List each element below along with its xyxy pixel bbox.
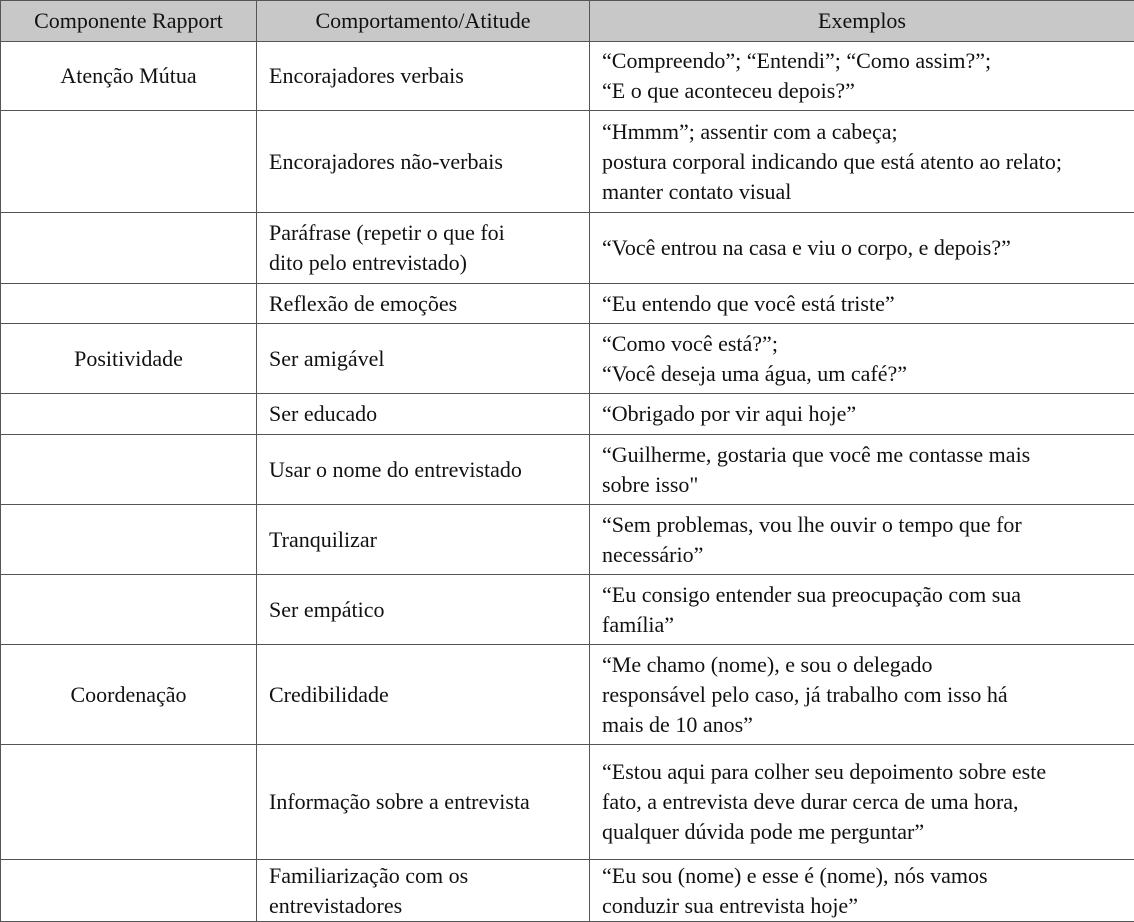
- header-examples: Exemplos: [590, 1, 1134, 42]
- component-cell: [1, 745, 257, 860]
- example-cell: “Compreendo”; “Entendi”; “Como assim?”; “E o que aconteceu depois?”: [590, 42, 1134, 111]
- table-row: [1, 42, 1134, 111]
- behavior-cell: Encorajadores verbais: [257, 42, 590, 111]
- example-cell: “Eu consigo entender sua preocupação com sua família”: [590, 575, 1134, 645]
- component-cell: Coordenação: [1, 645, 257, 745]
- example-cell: “Eu sou (nome) e esse é (nome), nós vamos conduzir sua entrevista hoje”: [590, 860, 1134, 922]
- behavior-cell: Credibilidade: [257, 645, 590, 745]
- component-cell: [1, 860, 257, 922]
- behavior-cell: Reflexão de emoções: [257, 284, 590, 324]
- component-cell: [1, 284, 257, 324]
- component-cell: Atenção Mútua: [1, 42, 257, 111]
- example-cell: “Obrigado por vir aqui hoje”: [590, 394, 1134, 435]
- table-row: [1, 111, 1134, 213]
- table-row: [1, 505, 1134, 575]
- behavior-cell: Paráfrase (repetir o que foi dito pelo entrevistado): [257, 213, 590, 284]
- header-behavior: Comportamento/Atitude: [257, 1, 590, 42]
- example-cell: “Eu entendo que você está triste”: [590, 284, 1134, 324]
- example-cell: “Como você está?”; “Você deseja uma água, um café?”: [590, 324, 1134, 394]
- behavior-cell: Ser amigável: [257, 324, 590, 394]
- behavior-cell: Ser educado: [257, 394, 590, 435]
- component-cell: [1, 435, 257, 505]
- component-cell: [1, 505, 257, 575]
- example-cell: “Sem problemas, vou lhe ouvir o tempo que for necessário”: [590, 505, 1134, 575]
- header-component: Componente Rapport: [1, 1, 257, 42]
- example-cell: “Me chamo (nome), e sou o delegado responsável pelo caso, já trabalho com isso há mais de 10 anos”: [590, 645, 1134, 745]
- component-cell: [1, 213, 257, 284]
- table-row: [1, 394, 1134, 435]
- table-row: [1, 435, 1134, 505]
- behavior-cell: Usar o nome do entrevistado: [257, 435, 590, 505]
- component-cell: [1, 394, 257, 435]
- table-row: [1, 324, 1134, 394]
- behavior-cell: Familiarização com os entrevistadores: [257, 860, 590, 922]
- example-cell: “Hmmm”; assentir com a cabeça; postura corporal indicando que está atento ao relato; manter contato visual: [590, 111, 1134, 213]
- table-row: [1, 745, 1134, 860]
- component-cell: Positividade: [1, 324, 257, 394]
- behavior-cell: Informação sobre a entrevista: [257, 745, 590, 860]
- component-cell: [1, 111, 257, 213]
- table-row: [1, 284, 1134, 324]
- behavior-cell: Encorajadores não-verbais: [257, 111, 590, 213]
- behavior-cell: Tranquilizar: [257, 505, 590, 575]
- example-cell: “Estou aqui para colher seu depoimento sobre este fato, a entrevista deve durar cerca de uma hora, qualquer dúvida pode me perguntar”: [590, 745, 1134, 860]
- header-row: [1, 1, 1134, 42]
- table-row: [1, 860, 1134, 922]
- table-row: [1, 645, 1134, 745]
- table-row: [1, 213, 1134, 284]
- example-cell: “Você entrou na casa e viu o corpo, e depois?”: [590, 213, 1134, 284]
- behavior-cell: Ser empático: [257, 575, 590, 645]
- component-cell: [1, 575, 257, 645]
- example-cell: “Guilherme, gostaria que você me contasse mais sobre isso": [590, 435, 1134, 505]
- table-row: [1, 575, 1134, 645]
